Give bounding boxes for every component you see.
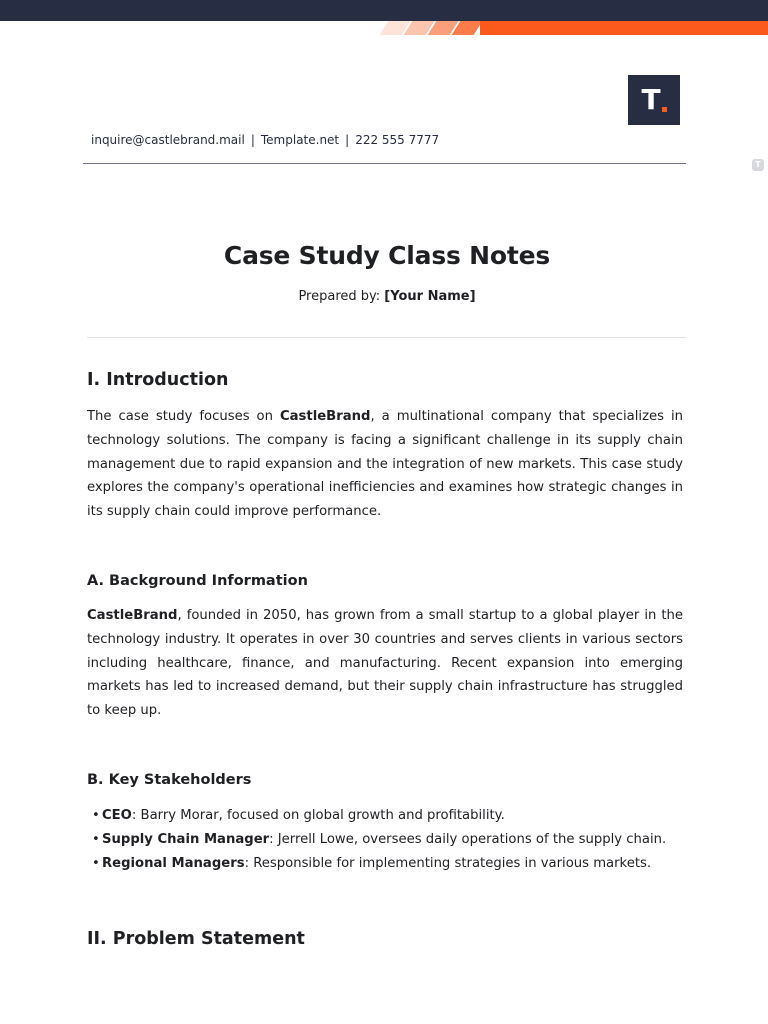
header-divider (83, 163, 686, 164)
contact-line (91, 133, 439, 147)
document-title: Case Study Class Notes (223, 241, 551, 270)
company-name: CastleBrand (279, 409, 371, 424)
list-item (92, 804, 692, 828)
top-banner-bar (0, 0, 768, 21)
stakeholder-role: CEO (102, 808, 132, 823)
prepared-label: Prepared by: (298, 289, 381, 304)
contact-website: Template.net (260, 133, 340, 147)
orange-accent-band (480, 21, 768, 35)
company-name: CastleBrand (87, 608, 178, 623)
intro-text: The case study focuses on (87, 409, 280, 424)
background-paragraph (87, 604, 683, 723)
list-item (92, 852, 692, 876)
contact-phone: 222 555 7777 (355, 133, 440, 147)
contact-email: inquire@castlebrand.mail (91, 133, 245, 147)
prepared-by (0, 289, 768, 304)
prepared-name: [Your Name] (384, 289, 476, 304)
logo-letter: T (641, 83, 661, 116)
introduction-paragraph (87, 405, 683, 524)
stakeholder-role: Supply Chain Manager (102, 831, 270, 847)
brand-logo (628, 75, 680, 125)
contact-separator: | (345, 133, 350, 147)
contact-separator: | (250, 133, 255, 147)
template-badge-icon[interactable]: T (752, 159, 764, 171)
stakeholder-role: Regional Managers (102, 855, 245, 871)
decorative-stripes (378, 21, 486, 35)
stakeholder-list (92, 804, 692, 875)
logo-dot (662, 107, 667, 112)
stakeholder-desc: : Barry Morar, focused on global growth and profitability. (131, 808, 505, 823)
section-heading-problem-statement: II. Problem Statement (87, 929, 305, 949)
intro-text: , a multinational company that specializes in technology solutions. The company is facing a significant challenge in its supply chain management due to rapid expansion and the integration of new markets. This case study explores the company's operational inefficiencies and examines how strategic changes in its supply chain could improve performance. (87, 409, 683, 520)
background-text: , founded in 2050, has grown from a small startup to a global player in the technology industry. It operates in over 30 countries and serves clients in various sectors including healthcare, finance, and manufacturing. Recent expansion into emerging markets has led to increased demand, but their supply chain infrastructure has struggled to keep up. (87, 608, 683, 719)
bullet-icon: • (92, 808, 100, 823)
bullet-icon: • (92, 831, 100, 847)
section-heading-introduction: I. Introduction (87, 370, 229, 390)
stakeholder-desc: : Jerrell Lowe, oversees daily operations of the supply chain. (269, 831, 667, 847)
list-item (92, 828, 692, 852)
subheading-background: A. Background Information (87, 573, 308, 589)
subheading-stakeholders: B. Key Stakeholders (87, 772, 252, 788)
bullet-icon: • (92, 855, 100, 871)
stakeholder-desc: : Responsible for implementing strategies in various markets. (244, 855, 652, 871)
title-divider (87, 337, 686, 338)
